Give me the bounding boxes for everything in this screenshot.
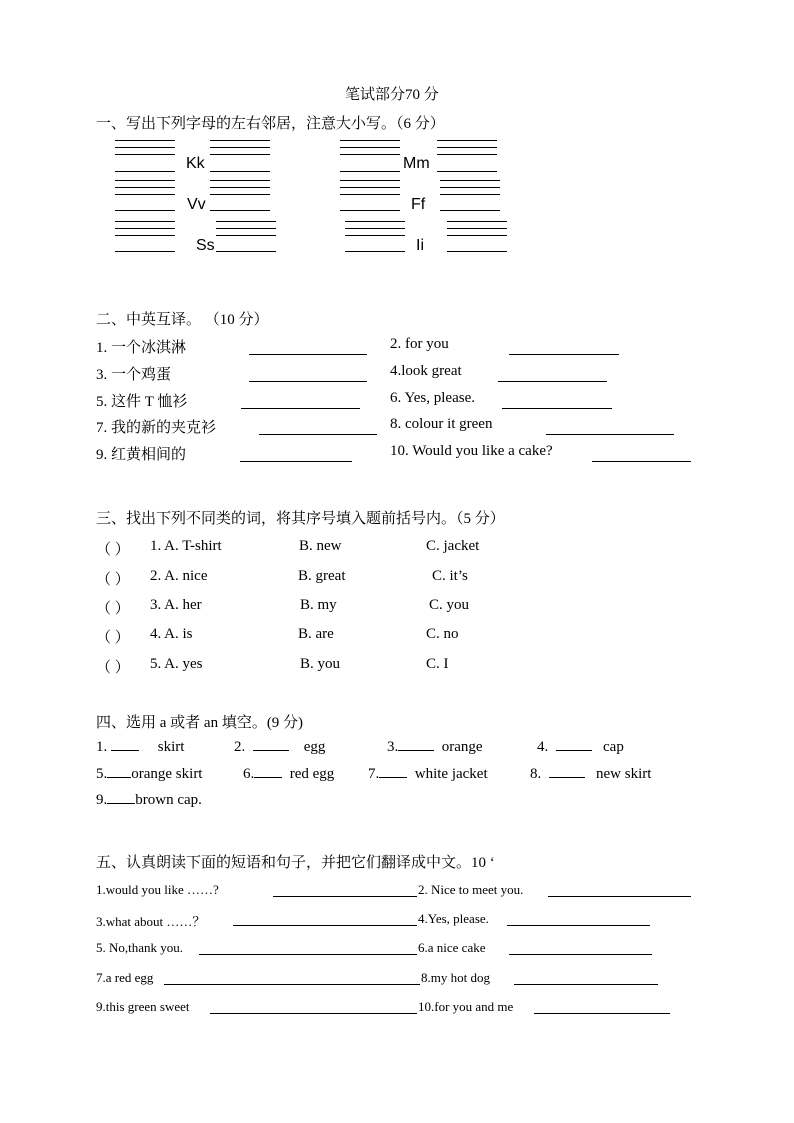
answer-blank[interactable]: [379, 777, 407, 778]
option-a: 5. A. yes: [150, 656, 203, 672]
answer-blank[interactable]: [111, 750, 139, 751]
option-c: C. it’s: [432, 568, 468, 584]
translate-item: 5. 这件 T 恤衫: [96, 394, 188, 410]
translate-item: 8. colour it green: [390, 416, 493, 432]
answer-paren[interactable]: （ ）: [96, 542, 130, 558]
answer-blank[interactable]: [253, 750, 289, 751]
fill-item: 8. new skirt: [530, 766, 652, 782]
translate-item: 4.look great: [390, 363, 462, 379]
answer-blank[interactable]: [592, 461, 691, 462]
phrase-item: 3.what about ……？: [96, 914, 206, 929]
letter-mm: Mm: [403, 155, 430, 172]
section5-heading: 五、认真朗读下面的短语和句子，并把它们翻译成中文。10 ‘: [96, 855, 495, 871]
answer-paren[interactable]: （ ）: [96, 572, 130, 588]
fill-item: 1. skirt: [96, 739, 185, 755]
option-a: 3. A. her: [150, 597, 202, 613]
answer-blank[interactable]: [498, 381, 607, 382]
option-c: C. jacket: [426, 538, 480, 554]
answer-blank[interactable]: [509, 954, 652, 955]
translate-item: 6. Yes, please.: [390, 390, 475, 406]
answer-blank[interactable]: [549, 777, 585, 778]
section3-heading: 三、找出下列不同类的词，将其序号填入题前括号内。（5 分）: [96, 511, 505, 527]
fill-item: 6. red egg: [243, 766, 335, 782]
answer-blank[interactable]: [534, 1013, 670, 1014]
answer-blank[interactable]: [164, 984, 420, 985]
section4-heading: 四、选用 a 或者 an 填空。(9 分): [96, 715, 304, 731]
translate-item: 2. for you: [390, 336, 449, 352]
option-b: B. great: [298, 568, 346, 584]
answer-blank[interactable]: [502, 408, 612, 409]
phrase-item: 2. Nice to meet you.: [418, 882, 524, 897]
phrase-item: 1.would you like ……?: [96, 882, 219, 897]
phrase-item: 9.this green sweet: [96, 999, 190, 1014]
option-b: B. new: [299, 538, 342, 554]
phrase-item: 8.my hot dog: [421, 970, 490, 985]
answer-blank[interactable]: [254, 777, 282, 778]
option-c: C. you: [429, 597, 470, 613]
option-b: B. are: [298, 626, 334, 642]
letter-vv: Vv: [187, 196, 206, 213]
answer-blank[interactable]: [249, 381, 367, 382]
answer-blank[interactable]: [107, 777, 131, 778]
phrase-item: 6.a nice cake: [418, 940, 486, 955]
answer-paren[interactable]: （ ）: [96, 660, 130, 676]
letter-ff: Ff: [411, 196, 426, 213]
phrase-item: 4.Yes, please.: [418, 911, 489, 926]
letter-ii: Ii: [416, 237, 424, 254]
answer-blank[interactable]: [548, 896, 691, 897]
answer-blank[interactable]: [509, 354, 619, 355]
answer-blank[interactable]: [259, 434, 377, 435]
option-c: C. I: [426, 656, 449, 672]
answer-blank[interactable]: [249, 354, 367, 355]
fill-item: 7. white jacket: [368, 766, 488, 782]
phrase-item: 10.for you and me: [418, 999, 514, 1014]
answer-blank[interactable]: [556, 750, 592, 751]
answer-blank[interactable]: [546, 434, 674, 435]
answer-blank[interactable]: [514, 984, 658, 985]
answer-blank[interactable]: [398, 750, 434, 751]
option-a: 1. A. T-shirt: [150, 538, 222, 554]
translate-item: 7. 我的新的夹克衫: [96, 420, 217, 436]
section1-heading: 一、写出下列字母的左右邻居，注意大小写。（6 分）: [96, 116, 445, 132]
answer-paren[interactable]: （ ）: [96, 601, 130, 617]
translate-item: 1. 一个冰淇淋: [96, 340, 187, 356]
translate-item: 10. Would you like a cake?: [390, 443, 553, 459]
fill-item: 3. orange: [387, 739, 483, 755]
fill-item: 4. cap: [537, 739, 624, 755]
option-b: B. my: [300, 597, 337, 613]
option-a: 2. A. nice: [150, 568, 208, 584]
option-a: 4. A. is: [150, 626, 193, 642]
option-c: C. no: [426, 626, 459, 642]
fill-item: 5. orange skirt: [96, 766, 203, 782]
translate-item: 9. 红黄相间的: [96, 447, 187, 463]
letter-kk: Kk: [186, 155, 205, 172]
answer-blank[interactable]: [273, 896, 417, 897]
translate-item: 3. 一个鸡蛋: [96, 367, 172, 383]
phrase-item: 7.a red egg: [96, 970, 154, 985]
answer-blank[interactable]: [240, 461, 352, 462]
fill-item: 2. egg: [234, 739, 326, 755]
answer-blank[interactable]: [199, 954, 417, 955]
answer-blank[interactable]: [233, 925, 417, 926]
answer-blank[interactable]: [507, 925, 650, 926]
fill-item: 9. brown cap.: [96, 792, 202, 808]
answer-paren[interactable]: （ ）: [96, 630, 130, 646]
letter-ss: Ss: [196, 237, 215, 254]
answer-blank[interactable]: [210, 1013, 417, 1014]
answer-blank[interactable]: [107, 803, 135, 804]
page-title: 笔试部分70 分: [345, 87, 439, 103]
answer-blank[interactable]: [241, 408, 360, 409]
option-b: B. you: [300, 656, 341, 672]
phrase-item: 5. No,thank you.: [96, 940, 184, 955]
section2-heading: 二、中英互译。 （10 分）: [96, 312, 269, 328]
